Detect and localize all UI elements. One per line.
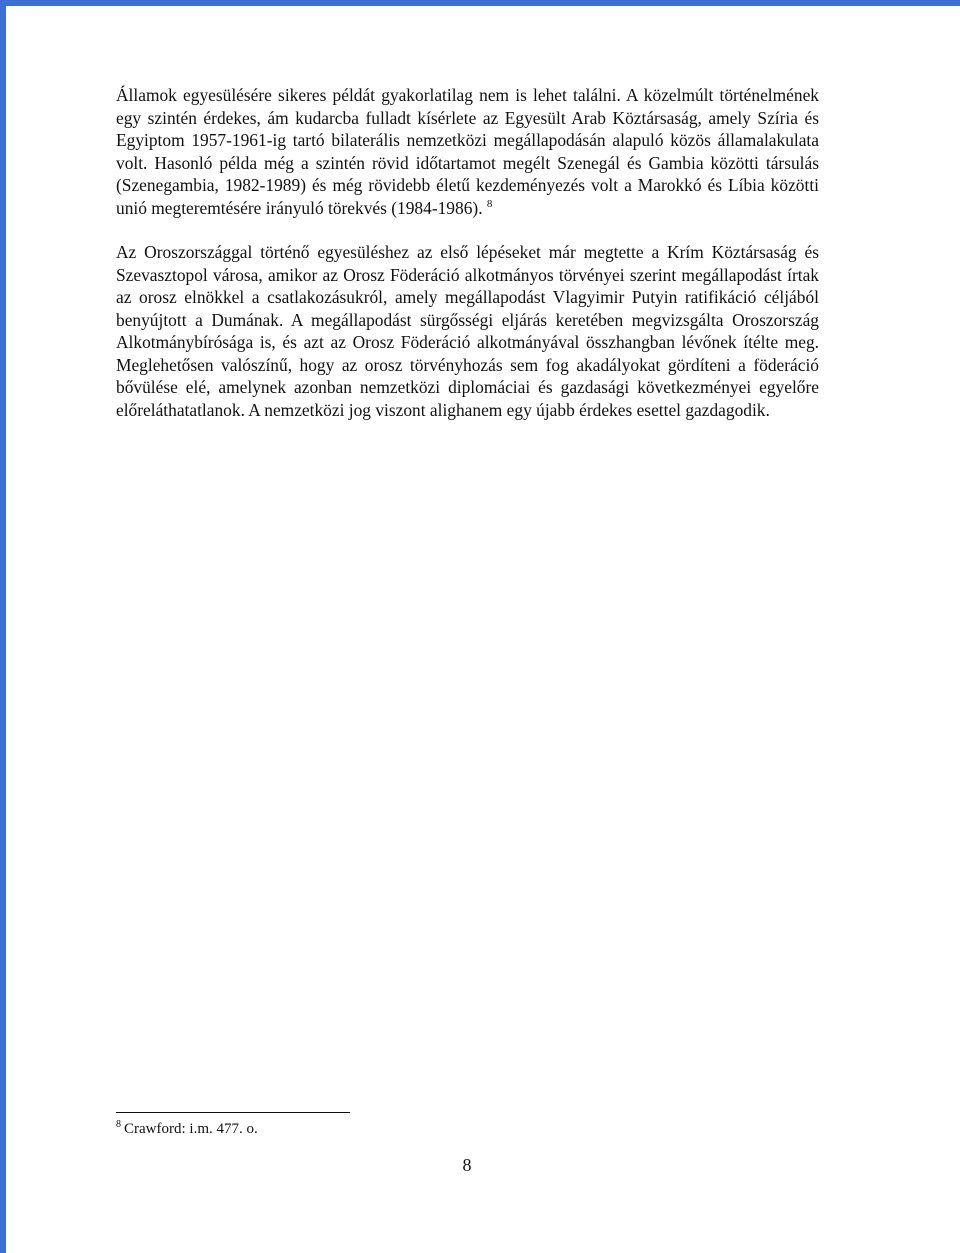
footnote-separator bbox=[116, 1112, 350, 1113]
page-number: 8 bbox=[462, 1155, 472, 1175]
paragraph bbox=[116, 84, 819, 219]
paragraph bbox=[116, 241, 819, 421]
footnote bbox=[116, 1119, 258, 1139]
paragraph-text: Államok egyesülésére sikeres példát gyakorlatilag nem is lehet találni. A közelmúlt történelmének egy szintén érdekes, ám kudarcba fulladt kísérlete az Egyesült Arab Köztársaság, amely Szíria és Egyiptom 1957-1961-ig tartó bilaterális nemzetközi megállapodásán alapuló közös államalakulata volt. Hasonló példa még a szintén rövid időtartamot megélt Szenegál és Gambia közötti társulás (Szenegambia, 1982-1989) és még rövidebb életű kezdeményezés volt a Marokkó és Líbia közötti unió megteremtésére irányuló törekvés (1984-1986). bbox=[116, 85, 819, 218]
footnote-text: Crawford: i.m. 477. o. bbox=[124, 1121, 258, 1137]
footnote-reference[interactable]: 8 bbox=[486, 197, 493, 210]
footnote-number: 8 bbox=[116, 1119, 121, 1130]
body-text bbox=[116, 84, 819, 421]
paragraph-text: Az Oroszországgal történő egyesüléshez az első lépéseket már megtette a Krím Köztársaság és Szevasztopol városa, amikor az Orosz Föderáció alkotmányos törvényei szerint megállapodást írtak az orosz elnökkel a csatlakozásukról, amely megállapodást Vlagyimir Putyin ratifikáció céljából benyújtott a Dumának. A megállapodást sürgősségi eljárás keretében megvizsgálta Oroszország Alkotmánybírósága is, és azt az Orosz Föderáció alkotmányával összhangban lévőnek ítélte meg. Meglehetősen valószínű, hogy az orosz törvényhozás sem fog akadályokat gördíteni a föderáció bővülése elé, amelynek azonban nemzetközi diplomáciai és gazdasági következményei egyelőre előreláthatatlanok. A nemzetközi jog viszont alighanem egy újabb érdekes esettel gazdagodik. bbox=[116, 242, 819, 420]
